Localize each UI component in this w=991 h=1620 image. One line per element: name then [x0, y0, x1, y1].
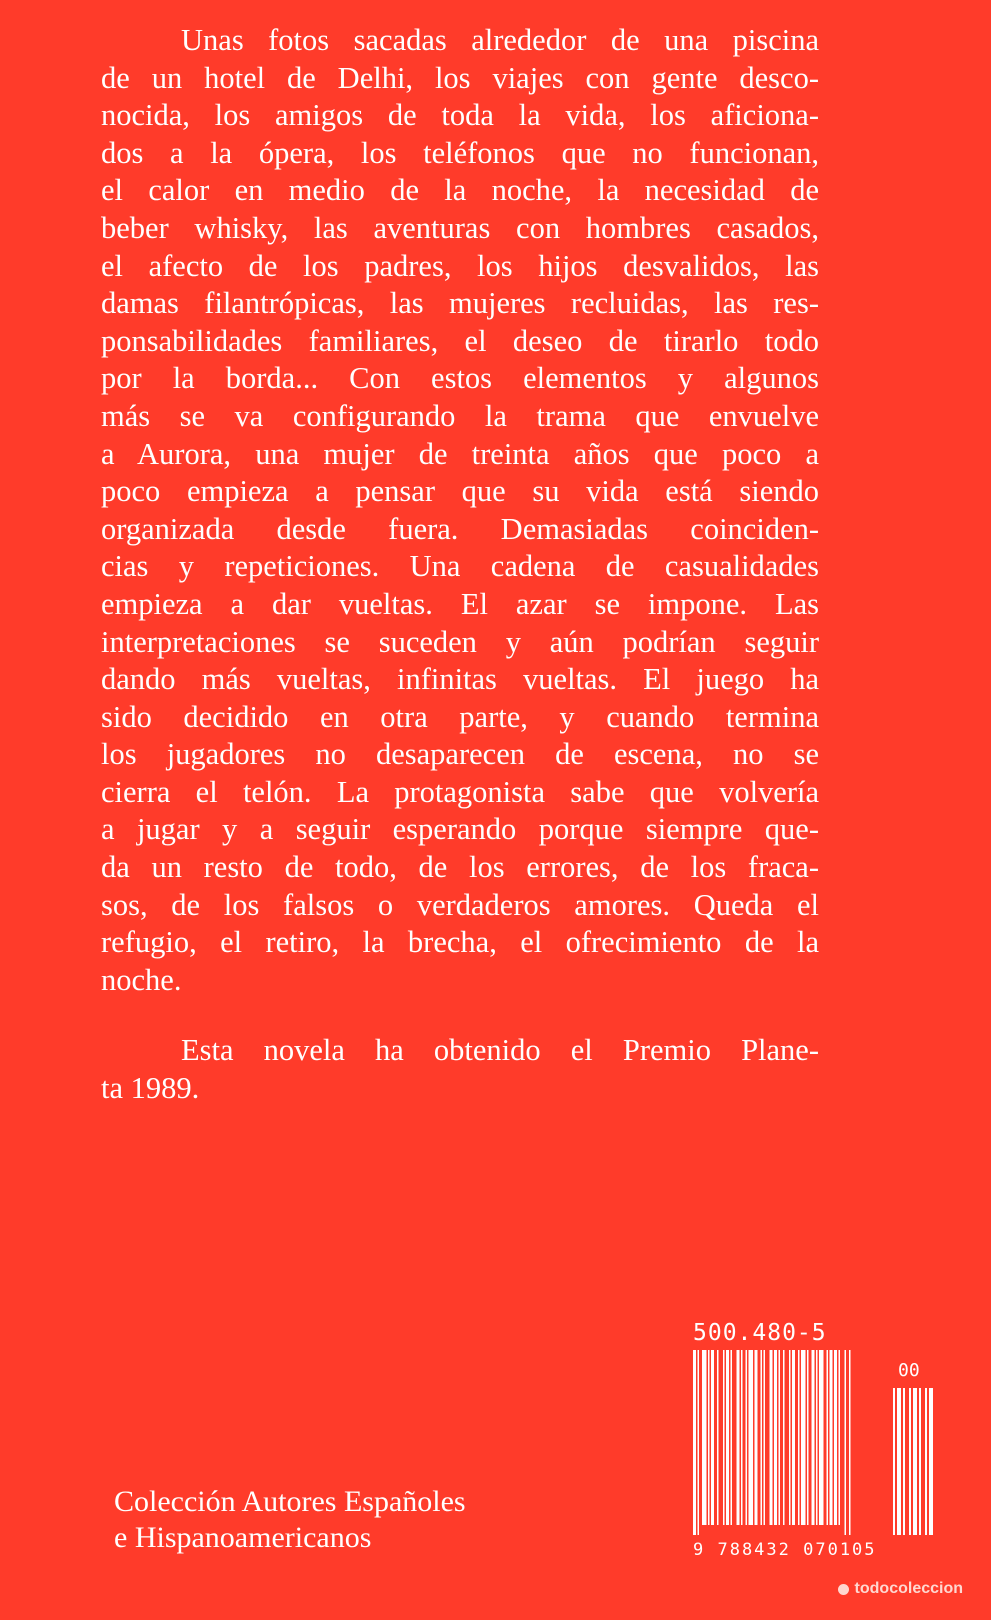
barcode-bar	[717, 1350, 719, 1525]
barcode-bar	[807, 1350, 809, 1525]
barcode-bar	[708, 1350, 710, 1525]
barcode-bar	[737, 1350, 740, 1525]
blurb-line: sido decidido en otra parte, y cuando termina	[101, 699, 819, 734]
blurb-line: de un hotel de Delhi, los viajes con gente desco-	[101, 60, 819, 95]
barcode-block	[693, 1320, 983, 1570]
barcode-bar	[827, 1350, 829, 1525]
isbn-number: 9 788432 070105	[693, 1540, 877, 1560]
blurb-line: el afecto de los padres, los hijos desvalidos, las	[101, 248, 819, 283]
blurb-line: empieza a dar vueltas. El azar se impone. Las	[101, 586, 819, 621]
blurb-line: beber whisky, las aventuras con hombres casados,	[101, 210, 819, 245]
barcode-bar	[816, 1350, 818, 1525]
blurb-line: dando más vueltas, infinitas vueltas. El juego ha	[101, 662, 819, 697]
collection-line: Colección Autores Españoles	[114, 1485, 466, 1518]
addon-bar	[897, 1388, 901, 1535]
watermark-text: todocoleccion	[854, 1580, 963, 1597]
barcode-bar	[711, 1350, 714, 1525]
barcode-graphic	[693, 1350, 983, 1540]
blurb-line: nocida, los amigos de toda la vida, los aficiona-	[101, 98, 819, 133]
blurb-line: por la borda... Con estos elementos y algunos	[101, 361, 819, 396]
blurb-line: organizada desde fuera. Demasiadas coinciden-	[101, 511, 819, 546]
blurb-line: los jugadores no desaparecen de escena, no se	[101, 737, 819, 772]
blurb-line: cierra el telón. La protagonista sabe que volvería	[101, 774, 819, 809]
blurb-line: ponsabilidades familiares, el deseo de tirarlo todo	[101, 323, 819, 358]
blurb-line: a Aurora, una mujer de treinta años que poco a	[101, 436, 819, 471]
barcode-bar	[698, 1350, 700, 1535]
barcode-bar	[755, 1350, 758, 1525]
blurb-text	[101, 22, 819, 999]
barcode-bar	[789, 1350, 791, 1525]
blurb-line: el calor en medio de la noche, la necesidad de	[101, 173, 819, 208]
barcode-bar	[830, 1350, 833, 1525]
addon-code: 00	[898, 1360, 920, 1381]
collection-name	[114, 1484, 466, 1556]
blurb-line: a jugar y a seguir esperando porque siempre que-	[101, 812, 819, 847]
watermark-dot-icon	[838, 1584, 849, 1595]
barcode-bar	[726, 1350, 729, 1525]
addon-bar	[893, 1388, 895, 1535]
barcode-bar	[839, 1350, 841, 1525]
barcode-bar	[731, 1350, 733, 1525]
collection-line: e Hispanoamericanos	[114, 1521, 372, 1554]
barcode-bar	[849, 1350, 851, 1535]
blurb-line: refugio, el retiro, la brecha, el ofrecimiento de la	[101, 925, 819, 960]
barcode-bar	[746, 1350, 748, 1525]
barcode-bar	[723, 1350, 725, 1525]
barcode-bar	[761, 1350, 763, 1525]
blurb-line: damas filantrópicas, las mujeres recluidas, las res-	[101, 286, 819, 321]
blurb-line: cias y repeticiones. Una cadena de casualidades	[101, 549, 819, 584]
addon-bar	[913, 1388, 917, 1535]
barcode-bar	[764, 1350, 766, 1525]
barcode-bar	[770, 1350, 773, 1525]
barcode-bar	[819, 1350, 824, 1525]
blurb-line: interpretaciones se suceden y aún podrían seguir	[101, 624, 819, 659]
blurb-line: noche.	[101, 962, 182, 997]
blurb-line: más se va configurando la trama que envuelve	[101, 398, 819, 433]
prize-line: Esta novela ha obtenido el Premio Plane-	[181, 1033, 819, 1067]
barcode-bar	[845, 1350, 847, 1535]
barcode-bar	[702, 1350, 707, 1525]
addon-bar	[909, 1388, 911, 1535]
blurb-line: dos a la ópera, los teléfonos que no funcionan,	[101, 135, 819, 170]
watermark-logo	[838, 1580, 963, 1598]
barcode-bar	[792, 1350, 795, 1525]
barcode-bar	[779, 1350, 781, 1525]
barcode-bar	[798, 1350, 800, 1525]
barcode-bar	[812, 1350, 815, 1525]
barcode-bar	[749, 1350, 754, 1525]
blurb-line: sos, de los falsos o verdaderos amores. Queda el	[101, 887, 819, 922]
addon-bar	[929, 1388, 933, 1535]
addon-bar	[925, 1388, 927, 1535]
addon-bar	[919, 1388, 921, 1535]
barcode-bar	[783, 1350, 785, 1525]
barcode-bar	[774, 1350, 777, 1525]
barcode-bar	[834, 1350, 837, 1525]
blurb-line: poco empieza a pensar que su vida está siendo	[101, 474, 819, 509]
blurb-line: da un resto de todo, de los errores, de los fraca-	[101, 850, 819, 885]
catalog-code: 500.480-5	[693, 1320, 827, 1346]
barcode-bar	[741, 1350, 743, 1525]
prize-note	[101, 1032, 819, 1107]
prize-line: ta 1989.	[101, 1070, 200, 1105]
addon-bar	[903, 1388, 905, 1535]
barcode-bar	[801, 1350, 806, 1525]
barcode-bar	[693, 1350, 696, 1535]
blurb-line: Unas fotos sacadas alrededor de una piscina	[181, 23, 819, 57]
